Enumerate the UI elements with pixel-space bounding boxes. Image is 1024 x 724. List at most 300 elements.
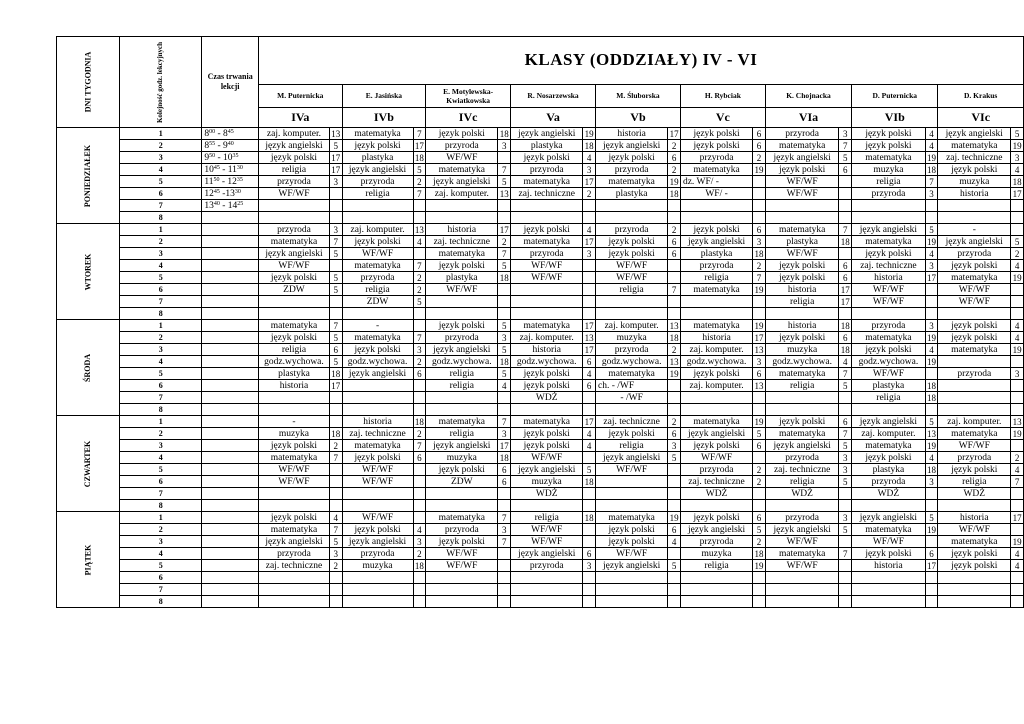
subject-cell: plastyka bbox=[342, 152, 413, 164]
room-cell bbox=[753, 200, 766, 212]
room-cell bbox=[925, 536, 938, 548]
room-cell: 3 bbox=[925, 476, 938, 488]
subject-cell: język polski bbox=[596, 236, 668, 248]
room-cell: 4 bbox=[668, 536, 681, 548]
lesson-number: 3 bbox=[120, 152, 202, 164]
subject-cell: matematyka bbox=[852, 332, 926, 344]
room-cell: 7 bbox=[413, 332, 426, 344]
subject-cell: przyroda bbox=[765, 512, 839, 524]
subject-cell bbox=[511, 584, 583, 596]
room-cell: 5 bbox=[329, 536, 342, 548]
subject-cell: język angielski bbox=[259, 248, 330, 260]
lesson-time bbox=[202, 584, 259, 596]
room-cell: 4 bbox=[925, 140, 938, 152]
subject-cell bbox=[259, 584, 330, 596]
room-cell bbox=[583, 524, 596, 536]
subject-cell: zaj. komputer. bbox=[342, 224, 413, 236]
subject-cell: zaj. komputer. bbox=[680, 380, 752, 392]
subject-cell bbox=[596, 476, 668, 488]
day-label-cell bbox=[57, 320, 120, 416]
room-cell: 5 bbox=[498, 320, 511, 332]
subject-cell bbox=[342, 488, 413, 500]
day-label-cell bbox=[57, 416, 120, 512]
room-cell: 7 bbox=[1011, 476, 1024, 488]
subject-cell: matematyka bbox=[596, 176, 668, 188]
subject-cell: język polski bbox=[680, 128, 752, 140]
subject-cell bbox=[765, 500, 839, 512]
time-start-min: 50 bbox=[209, 152, 216, 159]
room-cell: 7 bbox=[839, 368, 852, 380]
room-cell: 19 bbox=[754, 416, 764, 427]
lesson-number: 3 bbox=[120, 248, 202, 260]
room-cell: 6 bbox=[753, 440, 766, 452]
subject-cell: przyroda bbox=[342, 272, 413, 284]
subject-cell: przyroda bbox=[426, 332, 498, 344]
room-cell bbox=[329, 392, 342, 404]
room-cell: 6 bbox=[925, 548, 938, 560]
room-cell bbox=[753, 488, 766, 500]
subject-cell: WF/WF bbox=[342, 476, 413, 488]
subject-cell: język polski bbox=[259, 332, 330, 344]
room-cell: 6 bbox=[498, 464, 511, 476]
subject-cell: matematyka bbox=[342, 440, 413, 452]
subject-cell: historia bbox=[852, 560, 926, 572]
room-cell: 2 bbox=[753, 260, 766, 272]
room-cell bbox=[668, 464, 681, 476]
subject-cell: język polski bbox=[426, 536, 498, 548]
room-cell: 19 bbox=[927, 236, 937, 247]
room-cell bbox=[839, 188, 852, 200]
room-cell: 3 bbox=[498, 140, 511, 152]
room-cell: 19 bbox=[927, 356, 937, 367]
lesson-row bbox=[57, 164, 1024, 176]
room-cell bbox=[753, 212, 766, 224]
room-cell: 13 bbox=[584, 332, 594, 343]
subject-cell bbox=[852, 572, 926, 584]
lesson-number: 1 bbox=[120, 416, 202, 428]
subject-cell: matematyka bbox=[765, 428, 839, 440]
subject-cell: zaj. komputer. bbox=[852, 428, 926, 440]
time-start: 9 bbox=[204, 152, 210, 163]
subject-cell: WF/ - bbox=[680, 188, 752, 200]
subject-cell bbox=[596, 572, 668, 584]
room-cell: 19 bbox=[927, 152, 937, 163]
subject-cell: religia bbox=[765, 476, 839, 488]
subject-cell: godz.wychowa. bbox=[680, 356, 752, 368]
room-cell: 19 bbox=[1012, 536, 1022, 547]
room-cell: 7 bbox=[413, 128, 426, 140]
subject-cell: WF/WF bbox=[426, 548, 498, 560]
room-cell: 17 bbox=[414, 140, 424, 151]
subject-cell: religia bbox=[765, 380, 839, 392]
subject-cell: język angielski bbox=[342, 536, 413, 548]
time-end: 9 bbox=[222, 140, 228, 151]
subject-cell: religia bbox=[680, 560, 752, 572]
room-cell: 5 bbox=[839, 380, 852, 392]
subject-cell: zaj. techniczne bbox=[765, 464, 839, 476]
room-cell: 13 bbox=[754, 380, 764, 391]
lesson-row bbox=[57, 248, 1024, 260]
subject-cell: język polski bbox=[680, 512, 752, 524]
subject-cell bbox=[511, 308, 583, 320]
room-cell bbox=[498, 200, 511, 212]
subject-cell: język angielski bbox=[596, 140, 668, 152]
time-start-min: 55 bbox=[209, 140, 216, 147]
subject-cell: WDŻ bbox=[511, 488, 583, 500]
room-cell: 18 bbox=[331, 428, 341, 439]
time-end-min: 25 bbox=[237, 200, 244, 207]
subject-cell: matematyka bbox=[680, 284, 752, 296]
lesson-time bbox=[202, 524, 259, 536]
lesson-time bbox=[202, 452, 259, 464]
room-cell bbox=[329, 500, 342, 512]
subject-cell: matematyka bbox=[342, 260, 413, 272]
subject-cell bbox=[596, 584, 668, 596]
subject-cell bbox=[680, 392, 752, 404]
room-cell: 5 bbox=[498, 368, 511, 380]
room-cell: 19 bbox=[1012, 428, 1022, 439]
room-cell: 19 bbox=[669, 176, 679, 187]
time-end-min: 35 bbox=[232, 152, 239, 159]
lesson-time bbox=[202, 272, 259, 284]
room-cell: 3 bbox=[839, 464, 852, 476]
room-cell: 18 bbox=[499, 128, 509, 139]
subject-cell: język polski bbox=[852, 140, 926, 152]
room-cell bbox=[925, 500, 938, 512]
room-cell: 6 bbox=[583, 548, 596, 560]
room-cell: 3 bbox=[329, 548, 342, 560]
room-cell bbox=[839, 248, 852, 260]
subject-cell bbox=[680, 500, 752, 512]
room-cell bbox=[498, 308, 511, 320]
room-cell bbox=[329, 464, 342, 476]
room-cell bbox=[1011, 308, 1024, 320]
room-cell: 18 bbox=[669, 188, 679, 199]
room-cell: 6 bbox=[668, 152, 681, 164]
subject-cell: plastyka bbox=[680, 248, 752, 260]
room-cell: 6 bbox=[839, 164, 852, 176]
subject-cell bbox=[426, 200, 498, 212]
room-cell: 17 bbox=[584, 320, 594, 331]
lesson-time bbox=[202, 308, 259, 320]
subject-cell bbox=[938, 212, 1011, 224]
class-name: Vb bbox=[596, 107, 681, 127]
room-cell: 3 bbox=[583, 560, 596, 572]
class-name: VIc bbox=[938, 107, 1024, 127]
room-cell bbox=[839, 176, 852, 188]
subject-cell: matematyka bbox=[938, 428, 1011, 440]
lesson-time bbox=[202, 260, 259, 272]
subject-cell: zaj. techniczne bbox=[680, 476, 752, 488]
room-cell: 7 bbox=[498, 512, 511, 524]
lesson-time bbox=[202, 380, 259, 392]
lesson-time bbox=[202, 320, 259, 332]
subject-cell: WDŻ bbox=[938, 488, 1011, 500]
lesson-number: 6 bbox=[120, 572, 202, 584]
lesson-time bbox=[202, 152, 259, 164]
subject-cell bbox=[596, 200, 668, 212]
lesson-row bbox=[57, 404, 1024, 416]
subject-cell bbox=[680, 596, 752, 608]
subject-cell: język polski bbox=[596, 524, 668, 536]
lesson-row bbox=[57, 464, 1024, 476]
subject-cell: język polski bbox=[852, 128, 926, 140]
time-sep: - bbox=[219, 200, 228, 211]
lesson-time bbox=[202, 404, 259, 416]
subject-cell: zaj. techniczne bbox=[938, 152, 1011, 164]
day-label: PIĄTEK bbox=[83, 544, 93, 575]
subject-cell: matematyka bbox=[765, 224, 839, 236]
room-cell: 3 bbox=[413, 344, 426, 356]
subject-cell bbox=[259, 596, 330, 608]
room-cell bbox=[839, 596, 852, 608]
room-cell bbox=[753, 596, 766, 608]
time-end-min: 30 bbox=[236, 164, 243, 171]
room-cell: 5 bbox=[413, 164, 426, 176]
subject-cell: matematyka bbox=[938, 272, 1011, 284]
subject-cell: historia bbox=[342, 416, 413, 428]
room-cell: 5 bbox=[668, 452, 681, 464]
teacher-name: E. Motylewska-Kwiatkowska bbox=[426, 84, 511, 107]
room-cell bbox=[413, 392, 426, 404]
room-cell: 3 bbox=[839, 128, 852, 140]
subject-cell: plastyka bbox=[852, 464, 926, 476]
subject-cell: religia bbox=[596, 440, 668, 452]
room-cell bbox=[413, 380, 426, 392]
subject-cell: WF/WF bbox=[511, 452, 583, 464]
lesson-time bbox=[202, 248, 259, 260]
room-cell bbox=[668, 596, 681, 608]
subject-cell: matematyka bbox=[259, 524, 330, 536]
room-cell: 6 bbox=[753, 140, 766, 152]
room-cell bbox=[498, 548, 511, 560]
lesson-row bbox=[57, 512, 1024, 524]
room-cell bbox=[329, 200, 342, 212]
room-cell: 18 bbox=[584, 476, 594, 487]
room-cell: 5 bbox=[1011, 128, 1024, 140]
lesson-time bbox=[202, 284, 259, 296]
room-cell: 6 bbox=[668, 236, 681, 248]
subject-cell: godz.wychowa. bbox=[852, 356, 926, 368]
lesson-number: 7 bbox=[120, 200, 202, 212]
subject-cell: WF/WF bbox=[511, 260, 583, 272]
subject-cell: godz.wychowa. bbox=[342, 356, 413, 368]
time-sep: - bbox=[215, 128, 223, 139]
subject-cell: matematyka bbox=[596, 512, 668, 524]
room-cell bbox=[925, 368, 938, 380]
subject-cell: zaj. komputer. bbox=[680, 344, 752, 356]
subject-cell: WF/WF bbox=[259, 464, 330, 476]
room-cell: 5 bbox=[753, 428, 766, 440]
subject-cell: godz.wychowa. bbox=[259, 356, 330, 368]
room-cell bbox=[753, 584, 766, 596]
subject-cell bbox=[511, 572, 583, 584]
lesson-row bbox=[57, 488, 1024, 500]
subject-cell: język angielski bbox=[511, 548, 583, 560]
subject-cell: WF/WF bbox=[342, 248, 413, 260]
time-start: 8 bbox=[204, 140, 210, 151]
subject-cell: zaj. komputer. bbox=[426, 188, 498, 200]
room-cell: 18 bbox=[499, 356, 509, 367]
room-cell bbox=[583, 500, 596, 512]
lesson-number: 6 bbox=[120, 380, 202, 392]
room-cell bbox=[498, 572, 511, 584]
timetable-sheet bbox=[56, 36, 1024, 608]
room-cell: 3 bbox=[839, 512, 852, 524]
room-cell bbox=[839, 308, 852, 320]
subject-cell: religia bbox=[426, 380, 498, 392]
lesson-row bbox=[57, 224, 1024, 236]
subject-cell bbox=[259, 488, 330, 500]
subject-cell: zaj. techniczne bbox=[596, 416, 668, 428]
subject-cell: WF/WF bbox=[342, 512, 413, 524]
subject-cell: WF/WF bbox=[426, 152, 498, 164]
room-cell: 13 bbox=[669, 356, 679, 367]
room-cell bbox=[413, 464, 426, 476]
subject-cell: WF/WF bbox=[426, 284, 498, 296]
room-cell bbox=[413, 404, 426, 416]
subject-cell: język polski bbox=[596, 248, 668, 260]
room-cell bbox=[583, 260, 596, 272]
lesson-time bbox=[202, 428, 259, 440]
room-cell: 4 bbox=[583, 224, 596, 236]
subject-cell: godz.wychowa. bbox=[765, 356, 839, 368]
room-cell: 3 bbox=[413, 536, 426, 548]
room-cell: 6 bbox=[583, 356, 596, 368]
room-cell: 5 bbox=[329, 272, 342, 284]
subject-cell: przyroda bbox=[342, 176, 413, 188]
subject-cell: matematyka bbox=[765, 140, 839, 152]
subject-cell: religia bbox=[342, 284, 413, 296]
room-cell: 2 bbox=[329, 560, 342, 572]
room-cell bbox=[753, 500, 766, 512]
room-cell bbox=[1011, 596, 1024, 608]
subject-cell: WDŻ bbox=[511, 392, 583, 404]
subject-cell bbox=[426, 212, 498, 224]
room-cell: 17 bbox=[1012, 188, 1022, 199]
subject-cell: język polski bbox=[938, 260, 1011, 272]
subject-cell: matematyka bbox=[938, 140, 1011, 152]
time-end-min: 30 bbox=[234, 188, 241, 195]
day-label: CZWARTEK bbox=[83, 440, 93, 487]
room-cell bbox=[1011, 224, 1024, 236]
room-cell: 19 bbox=[754, 164, 764, 175]
subject-cell: język polski bbox=[596, 428, 668, 440]
header-order bbox=[120, 37, 202, 128]
subject-cell: język polski bbox=[938, 332, 1011, 344]
lesson-number: 5 bbox=[120, 560, 202, 572]
lesson-row bbox=[57, 428, 1024, 440]
room-cell bbox=[329, 596, 342, 608]
room-cell: 17 bbox=[499, 440, 509, 451]
lesson-row bbox=[57, 500, 1024, 512]
lesson-time bbox=[202, 560, 259, 572]
room-cell bbox=[753, 296, 766, 308]
lesson-number: 3 bbox=[120, 344, 202, 356]
subject-cell: plastyka bbox=[426, 272, 498, 284]
room-cell: 7 bbox=[925, 176, 938, 188]
time-sep: - bbox=[215, 140, 223, 151]
class-name: IVb bbox=[342, 107, 426, 127]
header-days bbox=[57, 37, 120, 128]
subject-cell: język polski bbox=[259, 272, 330, 284]
room-cell: 17 bbox=[331, 380, 341, 391]
lesson-time bbox=[202, 188, 259, 200]
subject-cell: WF/WF bbox=[259, 260, 330, 272]
lesson-number: 8 bbox=[120, 404, 202, 416]
room-cell bbox=[583, 296, 596, 308]
subject-cell: język angielski bbox=[259, 536, 330, 548]
subject-cell: przyroda bbox=[680, 464, 752, 476]
room-cell bbox=[498, 596, 511, 608]
subject-cell bbox=[259, 200, 330, 212]
subject-cell: język polski bbox=[342, 236, 413, 248]
room-cell: 7 bbox=[498, 416, 511, 428]
room-cell bbox=[329, 404, 342, 416]
room-cell: 2 bbox=[753, 536, 766, 548]
lesson-row bbox=[57, 440, 1024, 452]
room-cell: 7 bbox=[413, 188, 426, 200]
room-cell bbox=[668, 296, 681, 308]
subject-cell: język angielski bbox=[342, 368, 413, 380]
subject-cell: historia bbox=[259, 380, 330, 392]
room-cell: 4 bbox=[329, 512, 342, 524]
room-cell: 17 bbox=[584, 416, 594, 427]
subject-cell: przyroda bbox=[852, 476, 926, 488]
room-cell: 5 bbox=[925, 416, 938, 428]
lesson-number: 7 bbox=[120, 296, 202, 308]
subject-cell bbox=[511, 404, 583, 416]
room-cell: 18 bbox=[499, 272, 509, 283]
room-cell: 6 bbox=[753, 128, 766, 140]
room-cell: 7 bbox=[839, 428, 852, 440]
room-cell: 5 bbox=[498, 260, 511, 272]
day-label-cell bbox=[57, 128, 120, 224]
teacher-name: E. Jasińska bbox=[342, 84, 426, 107]
lesson-number: 1 bbox=[120, 128, 202, 140]
room-cell: 6 bbox=[839, 416, 852, 428]
room-cell: 7 bbox=[329, 524, 342, 536]
lesson-row bbox=[57, 596, 1024, 608]
subject-cell: WF/WF bbox=[938, 524, 1011, 536]
room-cell bbox=[329, 416, 342, 428]
room-cell: 19 bbox=[927, 440, 937, 451]
subject-cell: język polski bbox=[259, 152, 330, 164]
subject-cell: historia bbox=[938, 512, 1011, 524]
room-cell: 4 bbox=[1011, 464, 1024, 476]
subject-cell: matematyka bbox=[852, 440, 926, 452]
subject-cell: język polski bbox=[511, 440, 583, 452]
room-cell: 18 bbox=[927, 164, 937, 175]
room-cell: 17 bbox=[331, 164, 341, 175]
room-cell bbox=[839, 572, 852, 584]
lesson-row bbox=[57, 416, 1024, 428]
room-cell bbox=[498, 392, 511, 404]
subject-cell: matematyka bbox=[765, 548, 839, 560]
room-cell bbox=[498, 284, 511, 296]
subject-cell bbox=[680, 212, 752, 224]
room-cell: 2 bbox=[668, 416, 681, 428]
lesson-row bbox=[57, 128, 1024, 140]
subject-cell bbox=[342, 392, 413, 404]
subject-cell bbox=[596, 488, 668, 500]
room-cell bbox=[753, 176, 766, 188]
room-cell: 4 bbox=[1011, 332, 1024, 344]
subject-cell: matematyka bbox=[259, 320, 330, 332]
subject-cell bbox=[765, 308, 839, 320]
lesson-number: 5 bbox=[120, 272, 202, 284]
subject-cell bbox=[426, 488, 498, 500]
